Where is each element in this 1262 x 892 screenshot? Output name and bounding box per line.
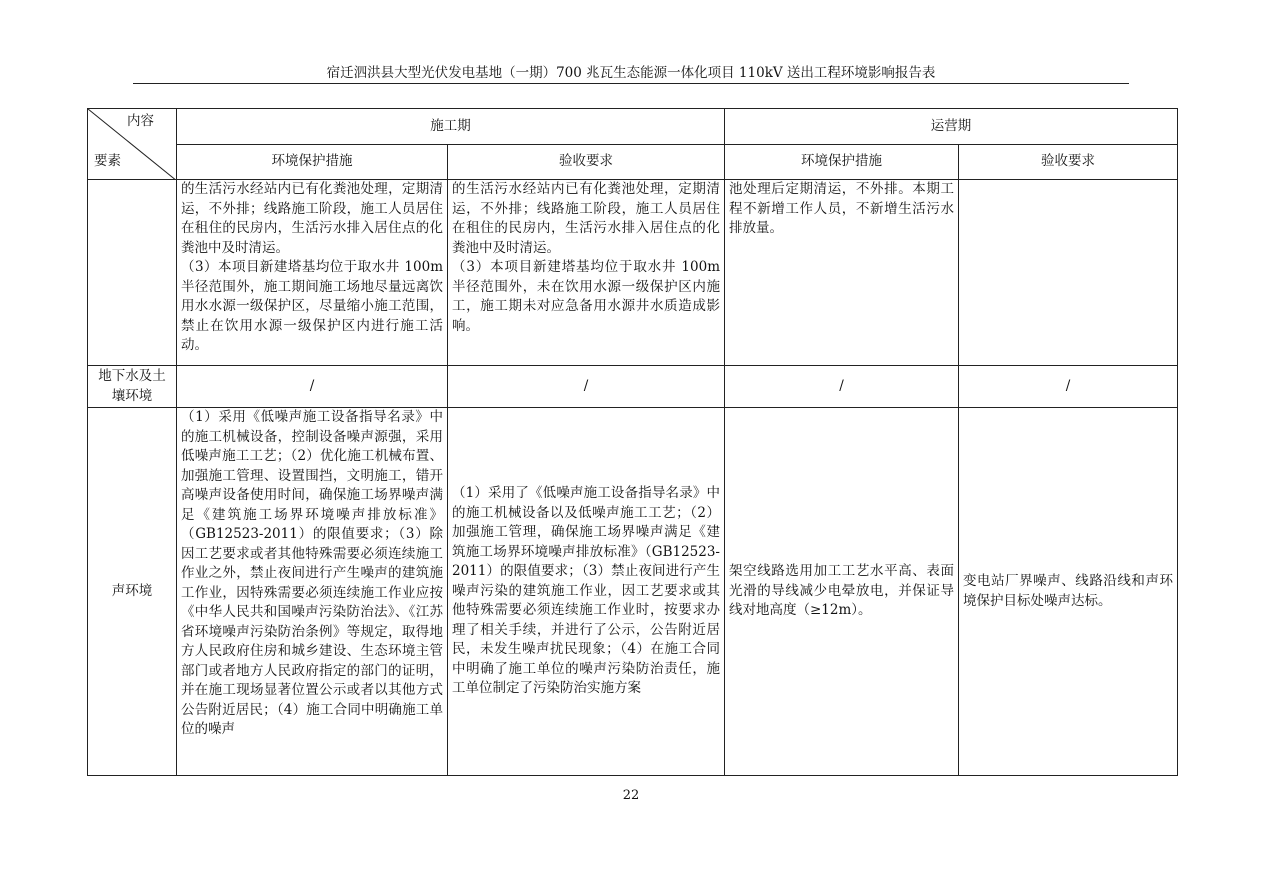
corner-label-content: 内容: [127, 113, 154, 129]
table-row-water-continued: [88, 180, 1178, 366]
cell-paragraph: 变电站厂界噪声、线路沿线和声环境保护目标处噪声达标。: [963, 573, 1173, 609]
construction-measures-cell: /: [177, 366, 448, 408]
operation-acceptance-header: 验收要求: [959, 145, 1178, 180]
construction-acceptance-cell: [448, 408, 725, 776]
header-rule: [133, 83, 1129, 84]
table-row-acoustic: [88, 408, 1178, 776]
operation-measures-cell: [725, 408, 959, 776]
table-row-groundwater-soil: [88, 366, 1178, 408]
cell-paragraph: （1）采用《低噪声施工设备指导名录》中的施工机械设备，控制设备噪声源强，采用低噪声施工工艺；（2）优化施工机械布置、加强施工管理、设置围挡，文明施工，错开高噪声设备使用时间，确保施工场界噪声满足《建筑施工场界环境噪声排放标准》（GB12523-2011）的限值要求；（3）除因工艺要求或者其他特殊需要必须连续施工作业之外，禁止夜间进行产生噪声的建筑施工作业，因特殊需要必须连续施工作业应按《中华人民共和国噪声污染防治法》、《江苏省环境噪声污染防治条例》等规定，取得地方人民政府住房和城乡建设、生态环境主管部门或者地方人民政府指定的部门的证明，并在施工现场显著位置公示或者以其他方式公告附近居民；（4）施工合同中明确施工单位的噪声: [181, 409, 443, 737]
cell-paragraph: （3）本项目新建塔基均位于取水井 100m 半径范围外，未在饮用水源一级保护区内施工，施工期未对应急备用水源井水质造成影响。: [452, 259, 720, 334]
construction-acceptance-header: 验收要求: [448, 145, 725, 180]
page-header-title: 宿迁泗洪县大型光伏发电基地（一期）700 兆瓦生态能源一体化项目 110kV 送出工程环境影响报告表: [326, 65, 936, 81]
header-row-subcolumns: [88, 145, 1178, 180]
operation-measures-cell: /: [725, 366, 959, 408]
operation-period-header: 运营期: [725, 109, 1178, 145]
element-cell: 声环境: [88, 408, 177, 776]
corner-header-cell: [88, 109, 177, 180]
construction-acceptance-cell: /: [448, 366, 725, 408]
element-cell: [88, 180, 177, 366]
cell-paragraph: 的生活污水经站内已有化粪池处理，定期清运，不外排；线路施工阶段，施工人员居住在租住的民房内，生活污水排入居住点的化粪池中及时清运。: [452, 181, 720, 256]
cell-paragraph: （3）本项目新建塔基均位于取水井 100m 半径范围外，施工期间施工场地尽量远离饮用水水源一级保护区，尽量缩小施工范围，禁止在饮用水源一级保护区内进行施工活动。: [181, 259, 443, 353]
operation-acceptance-cell: /: [959, 366, 1178, 408]
operation-measures-cell: [725, 180, 959, 366]
cell-paragraph: 池处理后定期清运，不外排。本期工程不新增工作人员，不新增生活污水排放量。: [729, 181, 954, 236]
header-row-periods: [88, 109, 1178, 145]
operation-acceptance-cell: [959, 180, 1178, 366]
cell-paragraph: 架空线路选用加工工艺水平高、表面光滑的导线减少电晕放电，并保证导线对地高度（≥12m）。: [729, 563, 954, 619]
construction-measures-cell: [177, 408, 448, 776]
environmental-measures-table: [87, 108, 1178, 776]
element-cell: 地下水及土壤环境: [88, 366, 177, 408]
cell-paragraph: 的生活污水经站内已有化粪池处理，定期清运，不外排；线路施工阶段，施工人员居住在租住的民房内，生活污水排入居住点的化粪池中及时清运。: [181, 181, 443, 256]
construction-period-header: 施工期: [177, 109, 725, 145]
construction-acceptance-cell: [448, 180, 725, 366]
corner-label-element: 要素: [94, 152, 121, 169]
operation-acceptance-cell: [959, 408, 1178, 776]
construction-measures-cell: [177, 180, 448, 366]
operation-measures-header: 环境保护措施: [725, 145, 959, 180]
cell-paragraph: （1）采用了《低噪声施工设备指导名录》中的施工机械设备以及低噪声施工工艺；（2）加强施工管理，确保施工场界噪声满足《建筑施工场界环境噪声排放标准》（GB12523-2011）的限值要求；（3）禁止夜间进行产生噪声污染的建筑施工作业，因工艺要求或其他特殊需要必须连续施工作业时，按要求办理了相关手续，并进行了公示，公告附近居民，未发生噪声扰民现象；（4）在施工合同中明确了施工单位的噪声污染防治责任，施工单位制定了污染防治实施方案: [452, 485, 720, 697]
construction-measures-header: 环境保护措施: [177, 145, 448, 180]
page-number: 22: [622, 788, 640, 803]
